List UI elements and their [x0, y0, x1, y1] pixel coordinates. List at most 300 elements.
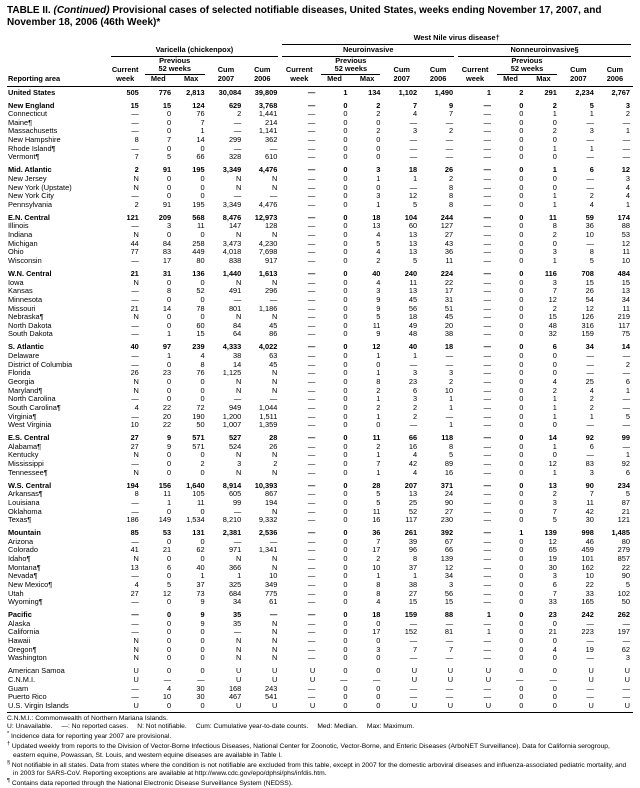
table-row [7, 702, 633, 713]
table-row [7, 395, 633, 404]
value-cell: 99 [233, 498, 242, 507]
value-cell: 0 [552, 360, 557, 369]
value-cell: — [131, 537, 139, 546]
value-cell: 0 [519, 693, 524, 702]
value-cell: 244 [440, 212, 454, 222]
value-cell: 35 [233, 619, 242, 628]
table-row [7, 313, 633, 322]
value-cell: 45 [408, 295, 418, 304]
value-cell: 0 [519, 610, 524, 620]
value-cell: 8 [449, 183, 454, 192]
value-cell: 3,349 [222, 200, 242, 209]
value-cell: — [622, 369, 630, 378]
value-cell: — [409, 118, 418, 127]
value-cell: N [271, 174, 278, 183]
value-cell: 9 [376, 304, 381, 313]
value-cell: 0 [200, 278, 205, 287]
value-cell: N [133, 183, 139, 192]
value-cell: 279 [617, 546, 630, 555]
value-cell: — [269, 295, 278, 304]
value-cell: N [133, 174, 139, 183]
value-cell: 4,230 [258, 239, 278, 248]
value-cell: — [307, 257, 316, 266]
table-row [7, 97, 633, 110]
value-cell: 51 [444, 304, 454, 313]
value-cell: 8,476 [222, 212, 242, 222]
value-cell: 1 [552, 200, 557, 209]
value-cell: 7 [552, 507, 557, 516]
value-cell: — [586, 360, 594, 369]
value-cell: 2 [552, 304, 557, 313]
value-cell: — [483, 572, 492, 581]
value-cell: — [483, 100, 492, 110]
value-cell: 2 [134, 200, 139, 209]
value-cell: 56 [408, 304, 418, 313]
value-cell: 0 [519, 507, 524, 516]
value-cell: N [235, 174, 242, 183]
value-cell: 0 [166, 377, 172, 386]
value-cell: — [483, 460, 492, 469]
value-cell: 0 [519, 313, 524, 322]
value-cell: 53 [621, 231, 630, 240]
reporting-area-cell: U.S. Virgin Islands [7, 702, 109, 713]
value-cell: — [622, 684, 630, 693]
value-cell: — [445, 619, 454, 628]
reporting-area-cell: Missouri [8, 304, 36, 313]
value-cell: — [131, 351, 139, 360]
value-cell: 629 [228, 100, 242, 110]
value-cell: — [483, 421, 492, 430]
value-cell: 0 [519, 342, 524, 352]
table-row [7, 499, 633, 508]
value-cell: 104 [404, 212, 418, 222]
reporting-area-cell: Virginia¶ [8, 412, 37, 421]
value-cell: — [445, 654, 454, 663]
table-row [7, 421, 633, 430]
value-cell: 90 [444, 498, 454, 507]
value-cell: 2 [552, 100, 557, 110]
value-cell: U [588, 666, 594, 676]
value-cell: 1 [166, 330, 172, 339]
value-cell: 45 [269, 360, 278, 369]
value-cell: 0 [343, 192, 348, 201]
value-cell: 8 [376, 377, 381, 386]
value-cell: 76 [196, 369, 205, 378]
value-cell: 52 [196, 287, 205, 296]
varicella-previous-52-weeks-header: Previous 52 weeks Med Max [142, 57, 208, 86]
value-cell: 5 [589, 100, 594, 110]
table-row [7, 136, 633, 145]
value-cell: 87 [621, 498, 630, 507]
reporting-area-cell: Oregon¶ [8, 645, 37, 654]
table-row [7, 546, 633, 555]
value-cell: — [445, 693, 454, 702]
value-cell: — [131, 295, 139, 304]
value-cell: 21 [130, 304, 139, 313]
value-cell: — [131, 127, 139, 136]
table-label: TABLE II. [7, 5, 51, 16]
value-cell: 0 [376, 118, 381, 127]
value-cell: 0 [519, 231, 524, 240]
table-row [7, 110, 633, 119]
reporting-area-cell: Georgia [8, 377, 35, 386]
value-cell: — [445, 153, 454, 162]
value-cell: 0 [519, 110, 524, 119]
value-cell: 0 [552, 351, 557, 360]
value-cell: U [280, 702, 318, 713]
value-cell: — [622, 421, 630, 430]
value-cell: — [307, 490, 316, 499]
value-cell: — [307, 516, 316, 525]
value-cell: 0 [343, 369, 348, 378]
value-cell: 1 [343, 87, 348, 97]
value-cell: 0 [200, 654, 205, 663]
value-cell: 684 [228, 589, 242, 598]
value-cell: 152 [404, 628, 418, 637]
value-cell: — [307, 100, 316, 110]
value-cell: 3 [166, 222, 172, 231]
value-cell: 40 [130, 342, 139, 352]
value-cell: 102 [617, 589, 630, 598]
value-cell: — [233, 192, 242, 201]
value-cell: 3 [589, 127, 594, 136]
value-cell: 8 [376, 589, 381, 598]
value-cell: 838 [228, 257, 242, 266]
neuroinvasive-group-header: Neuroinvasive [280, 45, 456, 57]
table-row [7, 266, 633, 279]
value-cell: 105 [192, 490, 205, 499]
value-cell: 44 [130, 239, 139, 248]
value-cell: — [131, 144, 139, 153]
value-cell: 91 [162, 200, 172, 209]
value-cell: N [271, 563, 278, 572]
value-cell: 1 [589, 412, 594, 421]
value-cell: N [271, 637, 278, 646]
value-cell: 15 [585, 278, 594, 287]
reporting-area-cell: Kansas [8, 287, 33, 296]
value-cell: 11 [409, 278, 418, 287]
value-cell: 2 [552, 127, 557, 136]
value-cell: 26 [130, 369, 139, 378]
value-cell: 4,022 [258, 342, 278, 352]
value-cell: U [271, 675, 278, 684]
value-cell: — [373, 675, 381, 684]
value-cell: 0 [519, 572, 524, 581]
reporting-area-cell: Guam [8, 684, 29, 693]
value-cell: 0 [200, 231, 205, 240]
value-cell: 22 [162, 421, 172, 430]
value-cell: 15 [130, 100, 139, 110]
value-cell: 26 [585, 287, 594, 296]
value-cell: — [307, 278, 316, 287]
value-cell: 11 [586, 498, 594, 507]
table-row [7, 119, 633, 128]
value-cell: N [235, 654, 242, 663]
value-cell: 3 [412, 369, 418, 378]
value-cell: — [131, 610, 139, 620]
value-cell: 362 [264, 136, 278, 145]
value-cell: — [307, 239, 316, 248]
value-cell: 0 [142, 702, 174, 713]
value-cell: 0 [376, 421, 381, 430]
max-header: Max [536, 74, 551, 83]
value-cell: U [485, 666, 492, 676]
table-row [7, 460, 633, 469]
value-cell: 776 [158, 87, 172, 97]
value-cell: — [483, 490, 492, 499]
value-cell: 4 [589, 200, 594, 209]
table-row [7, 525, 633, 538]
value-cell: — [483, 684, 492, 693]
neuro-current-week-header: Current week [280, 57, 318, 86]
value-cell: 1 [200, 572, 205, 581]
value-cell: 7 [589, 490, 594, 499]
value-cell: 13 [408, 490, 418, 499]
value-cell: — [622, 403, 630, 412]
value-cell: 1 [519, 528, 524, 537]
header-spacer [7, 33, 280, 45]
value-cell: 349 [264, 580, 278, 589]
value-cell: 10,393 [254, 480, 278, 490]
value-cell: 35 [233, 610, 242, 620]
value-cell: 13 [548, 480, 557, 490]
value-cell: — [483, 231, 492, 240]
value-cell: 392 [440, 528, 454, 537]
value-cell: 1,485 [611, 528, 630, 537]
table-row [7, 127, 633, 136]
value-cell: 0 [343, 295, 348, 304]
value-cell: 0 [552, 666, 557, 676]
table-row [7, 477, 633, 490]
value-cell: — [622, 637, 630, 646]
value-cell: 2 [200, 460, 205, 469]
value-cell: — [445, 684, 454, 693]
varicella-group-header: Varicella (chickenpox) [109, 45, 281, 57]
value-cell: N [271, 628, 278, 637]
value-cell: 0 [519, 377, 524, 386]
legend-item: Cum: Cumulative year-to-date counts. [195, 723, 309, 731]
value-cell: — [409, 637, 418, 646]
value-cell: 0 [166, 127, 172, 136]
value-cell: 0 [519, 490, 524, 499]
value-cell: — [483, 563, 492, 572]
value-cell: 0 [343, 268, 348, 278]
value-cell: 45 [269, 321, 278, 330]
value-cell: 0 [343, 313, 348, 322]
reporting-area-cell: Louisiana [8, 498, 40, 507]
value-cell: 1 [376, 468, 381, 477]
value-cell: 459 [581, 546, 594, 555]
value-cell: 0 [519, 295, 524, 304]
value-cell: 4 [412, 451, 418, 460]
value-cell: — [622, 693, 630, 702]
value-cell: — [483, 546, 492, 555]
value-cell: 18 [372, 610, 381, 620]
reporting-area-cell: Mountain [8, 528, 41, 537]
value-cell: 0 [519, 451, 524, 460]
value-cell: 0 [519, 257, 524, 266]
reporting-area-cell: Alabama¶ [8, 442, 42, 451]
value-cell: 3 [449, 369, 454, 378]
reporting-area-cell: Connecticut [8, 110, 48, 119]
value-cell: 11 [372, 321, 381, 330]
value-cell: 0 [552, 183, 557, 192]
value-cell: 1,440 [222, 268, 242, 278]
value-cell: — [307, 507, 316, 516]
value-cell: 32 [548, 330, 557, 339]
value-cell: — [409, 136, 418, 145]
value-cell: — [483, 442, 492, 451]
value-cell: — [622, 395, 630, 404]
value-cell: 1 [625, 451, 630, 460]
value-cell: 9 [166, 442, 172, 451]
value-cell: 0 [343, 153, 348, 162]
reporting-area-cell: Mid. Atlantic [8, 165, 52, 175]
value-cell: 0 [376, 136, 381, 145]
value-cell: 0 [318, 702, 350, 713]
value-cell: — [586, 684, 594, 693]
value-cell: 30 [196, 693, 205, 702]
value-cell: 4,476 [258, 165, 278, 175]
value-cell: 0 [343, 628, 348, 637]
value-cell: 30 [196, 684, 205, 693]
value-cell: — [409, 654, 418, 663]
value-cell: 0 [200, 628, 205, 637]
value-cell: 0 [519, 480, 524, 490]
value-cell: 0 [343, 248, 348, 257]
table-row [7, 443, 633, 452]
value-cell: 117 [618, 321, 630, 330]
value-cell: 139 [440, 554, 454, 563]
value-cell: N [271, 654, 278, 663]
value-cell: 2 [519, 87, 524, 97]
value-cell: 0 [343, 598, 348, 607]
value-cell: 10 [444, 386, 454, 395]
value-cell: — [307, 480, 316, 490]
value-cell: 12 [444, 563, 454, 572]
value-cell: 1,490 [434, 87, 454, 97]
value-cell: 0 [343, 287, 348, 296]
value-cell: U [447, 666, 454, 676]
value-cell: 0 [200, 144, 205, 153]
value-cell: 18 [372, 212, 381, 222]
value-cell: 505 [126, 87, 139, 97]
value-cell: — [307, 645, 316, 654]
value-cell: 1 [552, 257, 557, 266]
value-cell: 7 [412, 100, 418, 110]
value-cell: 0 [519, 330, 524, 339]
value-cell: — [445, 136, 454, 145]
reporting-area-cell: S. Atlantic [8, 342, 44, 352]
value-cell: N [235, 468, 242, 477]
value-cell: 26 [444, 165, 454, 175]
value-cell: — [307, 330, 316, 339]
value-cell: 9 [200, 598, 205, 607]
value-cell: — [131, 222, 139, 231]
table-row [7, 86, 633, 97]
value-cell: 0 [166, 468, 172, 477]
value-cell: 4,333 [222, 342, 242, 352]
value-cell: 101 [581, 554, 594, 563]
value-cell: 0 [519, 645, 524, 654]
footnote-marker: † [7, 741, 11, 748]
value-cell: 4 [200, 351, 205, 360]
value-cell: 209 [158, 212, 172, 222]
table-row [7, 685, 633, 694]
value-cell: 2 [376, 110, 381, 119]
value-cell: 571 [192, 433, 205, 443]
reporting-area-cell: New England [8, 100, 55, 110]
value-cell: 1 [589, 144, 594, 153]
value-cell: — [515, 675, 524, 684]
value-cell: N [271, 507, 278, 516]
value-cell: 9,332 [258, 516, 278, 525]
table-row [7, 175, 633, 184]
value-cell: 0 [519, 192, 524, 201]
legend-item: Max: Maximum. [366, 723, 415, 731]
value-cell: 234 [617, 480, 630, 490]
value-cell: 48 [548, 321, 557, 330]
value-cell: 3,768 [258, 100, 278, 110]
value-cell: 0 [343, 498, 348, 507]
value-cell: 2 [134, 165, 139, 175]
value-cell: 37 [196, 580, 205, 589]
value-cell: 0 [343, 516, 348, 525]
value-cell: — [307, 192, 316, 201]
value-cell: — [409, 183, 418, 192]
value-cell: 3 [625, 174, 630, 183]
value-cell: 36 [444, 248, 454, 257]
med-header: Med [150, 74, 166, 83]
value-cell: 0 [519, 183, 524, 192]
reporting-area-cell: Texas¶ [8, 516, 32, 525]
value-cell: 491 [228, 287, 242, 296]
reporting-area-cell: California [8, 628, 40, 637]
value-cell: 0 [166, 118, 172, 127]
reporting-area-cell: Puerto Rico [8, 693, 47, 702]
value-cell: 17 [372, 546, 381, 555]
table-row [7, 469, 633, 478]
value-cell: 0 [200, 192, 205, 201]
value-cell: 88 [444, 610, 454, 620]
value-cell: 15 [621, 278, 630, 287]
value-cell: N [271, 183, 278, 192]
value-cell: 61 [269, 598, 278, 607]
header-spacer [7, 45, 109, 57]
value-cell: — [483, 257, 492, 266]
table-row [7, 404, 633, 413]
table-row [7, 538, 633, 547]
value-cell: — [307, 554, 316, 563]
value-cell: 0 [376, 684, 381, 693]
value-cell: 54 [585, 295, 594, 304]
value-cell: 1,341 [258, 546, 278, 555]
value-cell: — [586, 183, 594, 192]
value-cell: 21 [162, 546, 172, 555]
value-cell: 2 [273, 460, 278, 469]
value-cell: 0 [519, 360, 524, 369]
footnote-marker: § [7, 759, 11, 766]
value-cell: 85 [130, 528, 139, 537]
value-cell: 0 [343, 403, 348, 412]
value-cell: — [307, 421, 316, 430]
legend-item: —: No reported cases. [61, 723, 129, 731]
value-cell: — [483, 304, 492, 313]
value-cell: 91 [162, 165, 172, 175]
value-cell: — [483, 528, 492, 537]
value-cell: — [307, 637, 316, 646]
value-cell: 4 [552, 645, 557, 654]
